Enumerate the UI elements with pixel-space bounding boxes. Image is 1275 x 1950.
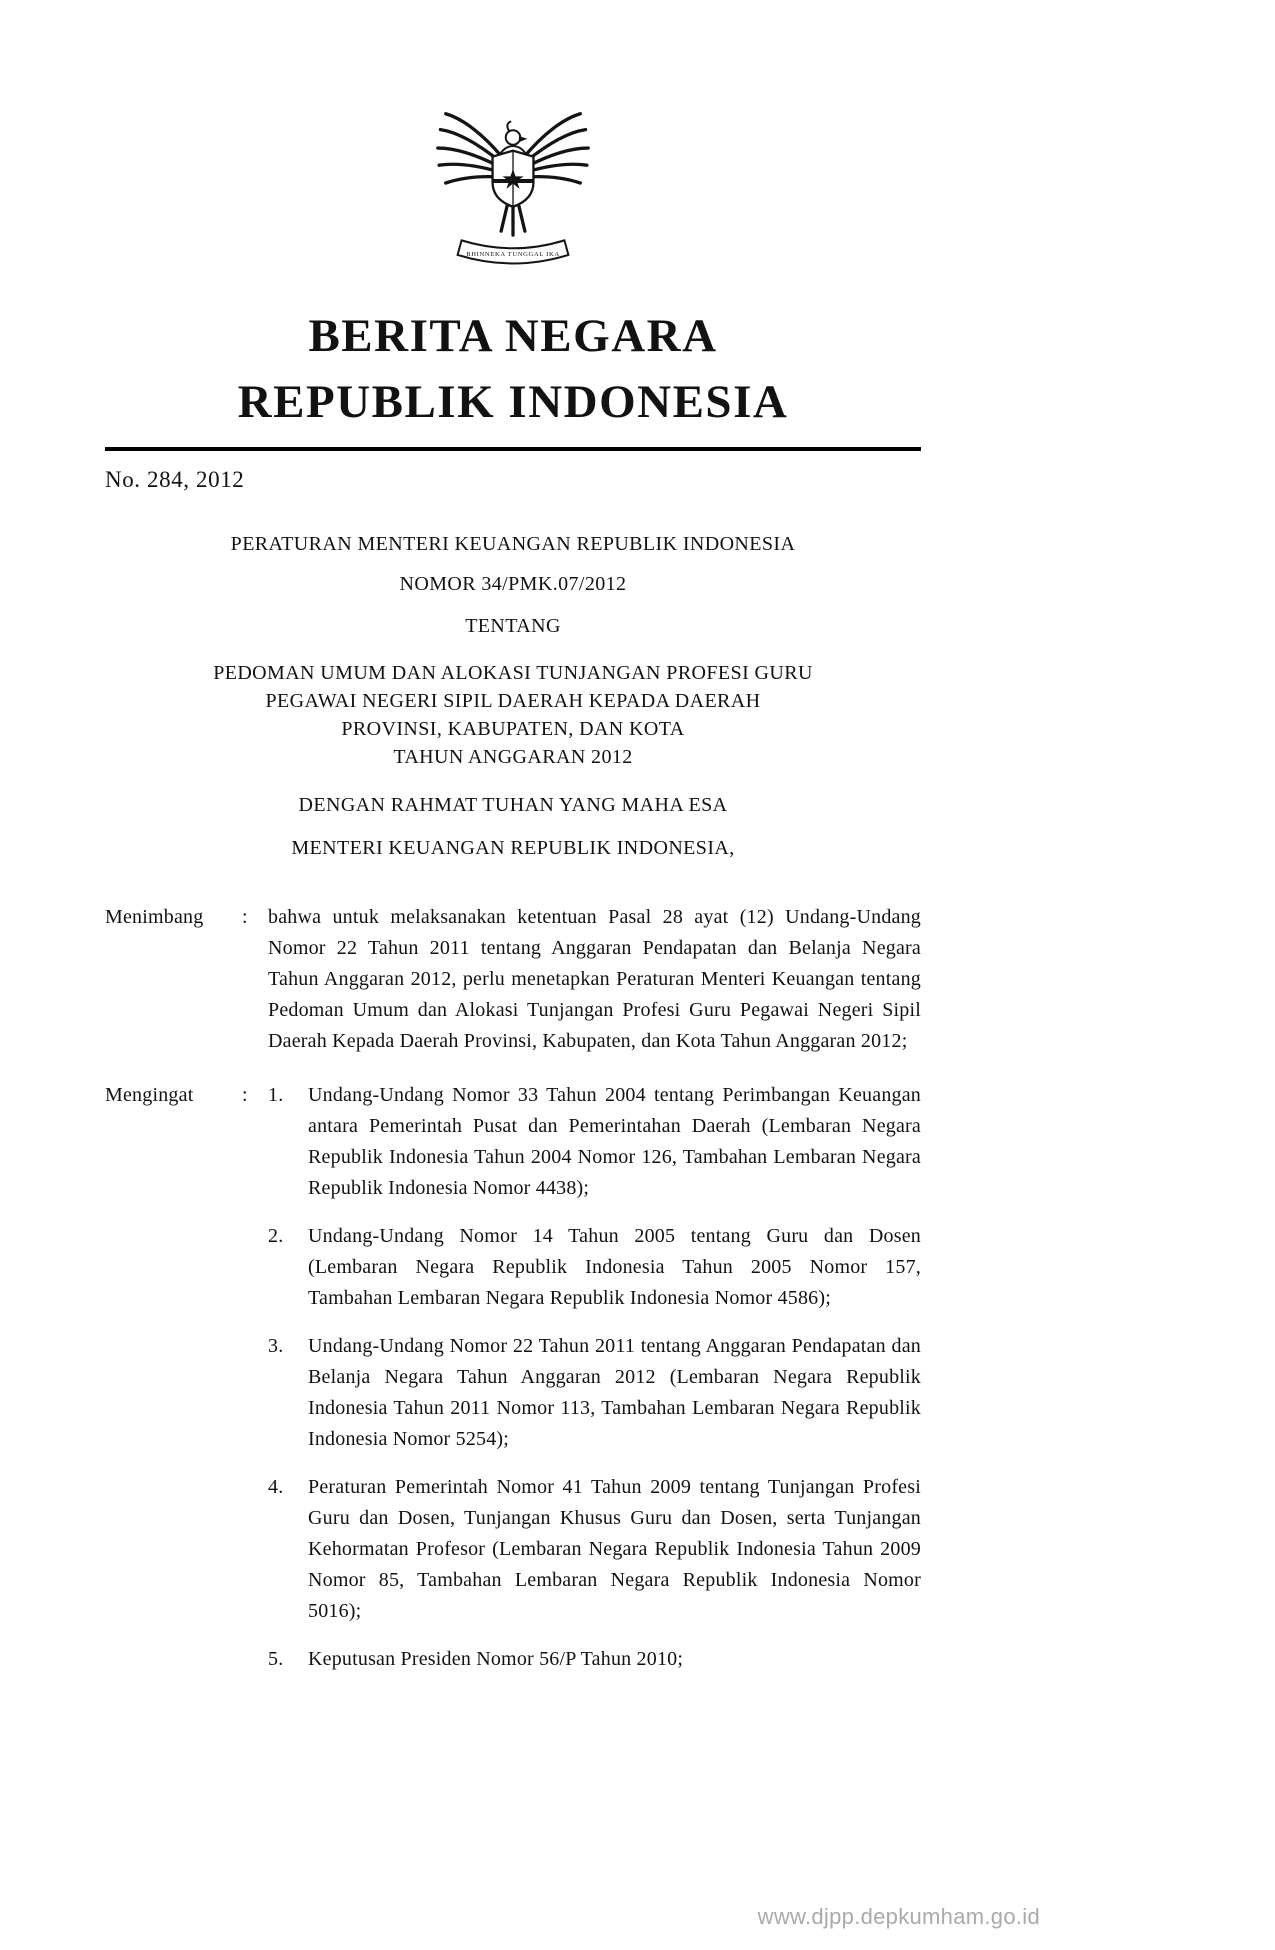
regulation-number: NOMOR 34/PMK.07/2012: [399, 573, 627, 595]
masthead: [105, 303, 921, 435]
garuda-tail: [501, 206, 525, 235]
emblem-banner: [458, 240, 569, 263]
pancasila-shield: [493, 151, 534, 207]
emblem-wrap: [105, 90, 921, 281]
garuda-head: [506, 122, 528, 145]
menimbang-text: bahwa untuk melaksanakan ketentuan Pasal 28 ayat (12) Undang-Undang Nomor 22 Tahun 2011 tentang Anggaran Pendapatan dan Belanja Negara Tahun Anggaran 2012, perlu menetapkan Peraturan Menteri Keuangan tentang Pedoman Umum dan Alokasi Tunjangan Profesi Guru Pegawai Negeri Sipil Daerah Kepada Daerah Provinsi, Kabupaten, dan Kota Tahun Anggaran 2012;: [268, 906, 921, 1052]
list-item-text: Undang-Undang Nomor 33 Tahun 2004 tentang Perimbangan Keuangan antara Pemerintah Pusat dan Pemerintahan Daerah (Lembaran Negara Republik Indonesia Tahun 2004 Nomor 126, Tambahan Lembaran Negara Republik Indonesia Nomor 4438);: [308, 1084, 921, 1199]
list-item-text: Undang-Undang Nomor 14 Tahun 2005 tentang Guru dan Dosen (Lembaran Negara Republik Indonesia Tahun 2005 Nomor 157, Tambahan Lembaran Negara Republik Indonesia Nomor 4586);: [308, 1225, 921, 1309]
page-content: [105, 0, 921, 1675]
mengingat-label: Mengingat: [105, 1084, 194, 1106]
list-item: [268, 1221, 921, 1314]
regulation-title: PERATURAN MENTERI KEUANGAN REPUBLIK INDONESIA: [230, 533, 796, 555]
list-item-number: 3.: [268, 1335, 284, 1357]
emblem-banner-text: BHINNEKA TUNGGAL IKA: [466, 251, 560, 259]
list-item-text: Peraturan Pemerintah Nomor 41 Tahun 2009 tentang Tunjangan Profesi Guru dan Dosen, Tunjangan Khusus Guru dan Dosen, serta Tunjangan Kehormatan Profesor (Lembaran Negara Republik Indonesia Tahun 2009 Nomor 85, Tambahan Lembaran Negara Republik Indonesia Nomor 5016);: [308, 1476, 921, 1622]
regulation-subject: [105, 659, 921, 771]
subject-line: PEDOMAN UMUM DAN ALOKASI TUNJANGAN PROFESI GURU: [213, 662, 813, 684]
menimbang-colon: :: [242, 906, 248, 928]
list-item-number: 2.: [268, 1225, 284, 1247]
menimbang-label: Menimbang: [105, 906, 204, 928]
list-item-number: 5.: [268, 1648, 284, 1670]
mengingat-list: [268, 1080, 921, 1675]
list-item-number: 1.: [268, 1084, 284, 1106]
menimbang-clause: [105, 902, 921, 1057]
mengingat-colon: :: [242, 1084, 248, 1106]
invocation-line: DENGAN RAHMAT TUHAN YANG MAHA ESA: [298, 794, 728, 816]
regulation-tentang: TENTANG: [465, 615, 561, 637]
list-item-text: Keputusan Presiden Nomor 56/P Tahun 2010;: [308, 1648, 684, 1670]
subject-line: TAHUN ANGGARAN 2012: [393, 746, 633, 768]
list-item-number: 4.: [268, 1476, 284, 1498]
gazette-number: No. 284, 2012: [105, 467, 245, 492]
subject-line: PEGAWAI NEGERI SIPIL DAERAH KEPADA DAERAH: [265, 690, 761, 712]
list-item: [268, 1080, 921, 1204]
masthead-title-line2: REPUBLIK INDONESIA: [237, 376, 789, 428]
garuda-pancasila-emblem: [427, 90, 599, 276]
masthead-rule: [105, 447, 921, 451]
list-item: [268, 1331, 921, 1455]
masthead-title-line1: BERITA NEGARA: [308, 310, 718, 362]
subject-line: PROVINSI, KABUPATEN, DAN KOTA: [341, 718, 685, 740]
list-item-text: Undang-Undang Nomor 22 Tahun 2011 tentang Anggaran Pendapatan dan Belanja Negara Tahun Anggaran 2012 (Lembaran Negara Republik Indonesia Tahun 2011 Nomor 113, Tambahan Lembaran Negara Republik Indonesia Nomor 5254);: [308, 1335, 921, 1450]
list-item: [268, 1472, 921, 1627]
authority-line: MENTERI KEUANGAN REPUBLIK INDONESIA,: [291, 837, 735, 859]
footer-watermark: www.djpp.depkumham.go.id: [757, 1904, 1040, 1929]
mengingat-clause: [105, 1080, 921, 1675]
list-item: [268, 1644, 921, 1675]
